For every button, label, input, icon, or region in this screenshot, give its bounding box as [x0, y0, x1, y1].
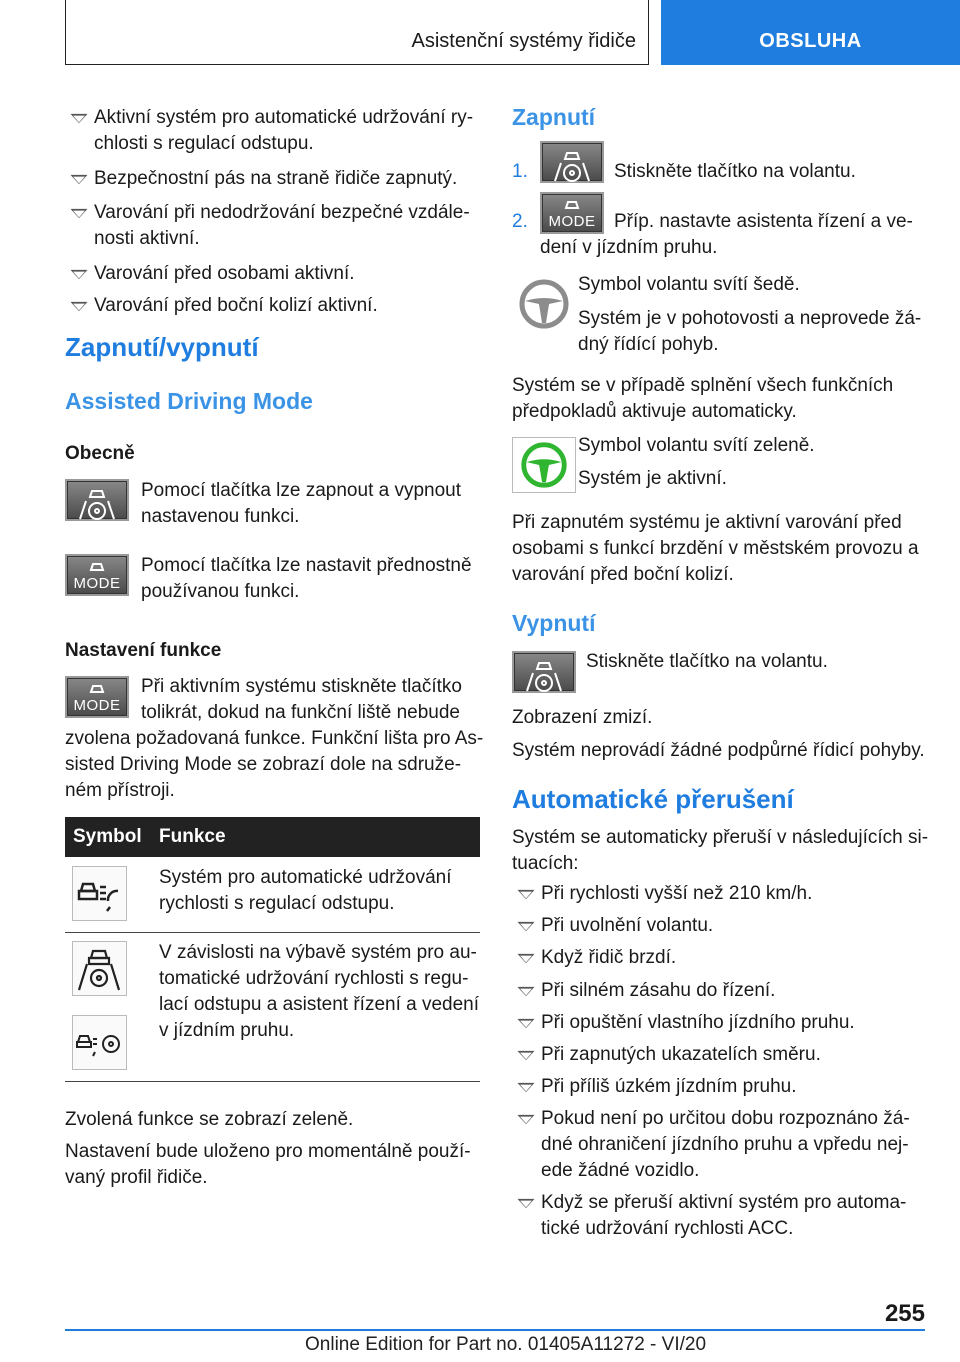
header-section	[65, 0, 649, 65]
step-2-text-a: Příp. nastavte asistenta řízení a ve-	[614, 211, 913, 232]
step-1-number: 1.	[512, 161, 528, 182]
green-symbol-text: Symbol volantu svítí zeleně.	[578, 435, 815, 456]
general-text-1: Pomocí tlačítka lze zapnout a vypnout nastavenou funkci.	[141, 480, 462, 527]
heading-general: Obecně	[65, 443, 135, 464]
header-chapter-title: OBSLUHA	[759, 30, 862, 52]
list-item: Bezpečnostní pás na straně řidiče zapnutý.	[65, 166, 485, 198]
mode-button-icon	[540, 192, 604, 234]
setting-text-b: zvolena požadovaná funkce. Funkční lišta pro As- sisted Driving Mode se zobrazí dole na sdruže- ném přístroji.	[65, 728, 484, 801]
mode-label: MODE	[548, 213, 596, 230]
list-item: Pokud není po určitou dobu rozpoznáno žá- dné ohraničení jízdního pruhu a vpředu nej- ede žádné vozidlo.	[512, 1106, 932, 1190]
footer-edition: Online Edition for Part no. 01405A11272 - VI/20	[305, 1334, 707, 1355]
off-step-text: Stiskněte tlačítko na volantu.	[586, 651, 828, 672]
heading-on-off: Zapnutí/vypnutí	[65, 332, 259, 362]
heading-function-setting: Nastavení funkce	[65, 640, 222, 661]
table-divider	[65, 932, 480, 933]
table-row-2-text: V závislosti na výbavě systém pro au- tomatické udržování rychlosti s regu- lací odstupu a asistent řízení a vedení v jízdním pruhu.	[159, 942, 480, 1041]
standby-text: Systém je v pohotovosti a neprovede žá- dný řídící pohyb.	[578, 308, 922, 355]
warning-text: Při zapnutém systému je aktivní varování před osobami s funkcí brzdění v městském provozu a varování před boční kolizí.	[512, 512, 919, 585]
table-row-1-text: Systém pro automatické udržování rychlosti s regulací odstupu.	[159, 867, 452, 914]
after-table-text-2: Nastavení bude uloženo pro momentálně použí- vaný profil řidiče.	[65, 1141, 471, 1188]
assist-button-icon	[65, 479, 129, 521]
status-bullet-list	[65, 105, 485, 325]
list-item: Aktivní systém pro automatické udržování ry- chlosti s regulací odstupu.	[65, 105, 485, 163]
step-2-number: 2.	[512, 211, 528, 232]
list-item: Když řidič brzdí.	[512, 945, 932, 978]
heading-switch-on: Zapnutí	[512, 104, 596, 130]
grey-symbol-text: Symbol volantu svítí šedě.	[578, 274, 800, 295]
acc-steering-symbol-icon	[72, 1015, 127, 1070]
list-item: Varování před osobami aktivní.	[65, 261, 485, 293]
step-2-text-b: dení v jízdním pruhu.	[540, 237, 718, 258]
list-item: Varování při nedodržování bezpečné vzdále- nosti aktivní.	[65, 200, 485, 258]
display-off-text: Zobrazení zmizí.	[512, 707, 653, 728]
list-item: Při opuštění vlastního jízdního pruhu.	[512, 1010, 932, 1042]
setting-text-a: Při aktivním systému stiskněte tlačítko tolikrát, dokud na funkční liště nebude	[141, 676, 462, 723]
active-text: Systém je aktivní.	[578, 468, 727, 489]
heading-switch-off: Vypnutí	[512, 610, 596, 636]
mode-button-icon	[65, 676, 129, 718]
assist-button-icon	[512, 651, 576, 693]
mode-button-icon	[65, 554, 129, 596]
steering-wheel-grey-icon	[512, 276, 576, 332]
list-item: Při zapnutých ukazatelích směru.	[512, 1042, 932, 1074]
general-text-2: Pomocí tlačítka lze nastavit přednostně používanou funkci.	[141, 555, 472, 602]
page-number: 255	[884, 1300, 925, 1327]
mode-label: MODE	[73, 697, 121, 714]
list-item: Při uvolnění volantu.	[512, 913, 932, 945]
table-bottom-line	[65, 1081, 480, 1082]
list-item: Při rychlosti vyšší než 210 km/h.	[512, 881, 932, 913]
table-header-symbol: Symbol	[73, 826, 142, 847]
list-item: Když se přeruší aktivní systém pro automa- tické udržování rychlosti ACC.	[512, 1190, 932, 1248]
heading-automatic-interrupt: Automatické přerušení	[512, 784, 794, 814]
steering-assist-symbol-icon	[72, 941, 127, 996]
list-item: Při silném zásahu do řízení.	[512, 978, 932, 1010]
auto-activate-text: Systém se v případě splnění všech funkčních předpokladů aktivuje automaticky.	[512, 375, 894, 422]
function-table-header	[65, 817, 480, 857]
no-steering-text: Systém neprovádí žádné podpůrné řídicí pohyby.	[512, 740, 925, 761]
interrupt-intro: Systém se automaticky přeruší v následujících si- tuacích:	[512, 827, 929, 874]
step-1-text: Stiskněte tlačítko na volantu.	[614, 161, 856, 182]
table-header-function: Funkce	[159, 826, 226, 847]
header-section-title: Asistenční systémy řidiče	[411, 30, 636, 52]
header-chapter	[661, 0, 960, 65]
acc-symbol-icon	[72, 866, 127, 921]
mode-label: MODE	[73, 575, 121, 592]
interrupt-bullet-list	[512, 881, 932, 1248]
footer-divider	[65, 1329, 925, 1331]
assist-button-icon	[540, 141, 604, 183]
list-item: Při příliš úzkém jízdním pruhu.	[512, 1074, 932, 1106]
list-item: Varování před boční kolizí aktivní.	[65, 293, 485, 325]
heading-assisted-driving-mode: Assisted Driving Mode	[65, 388, 313, 414]
after-table-text-1: Zvolená funkce se zobrazí zeleně.	[65, 1109, 354, 1130]
steering-wheel-green-icon	[512, 437, 576, 493]
